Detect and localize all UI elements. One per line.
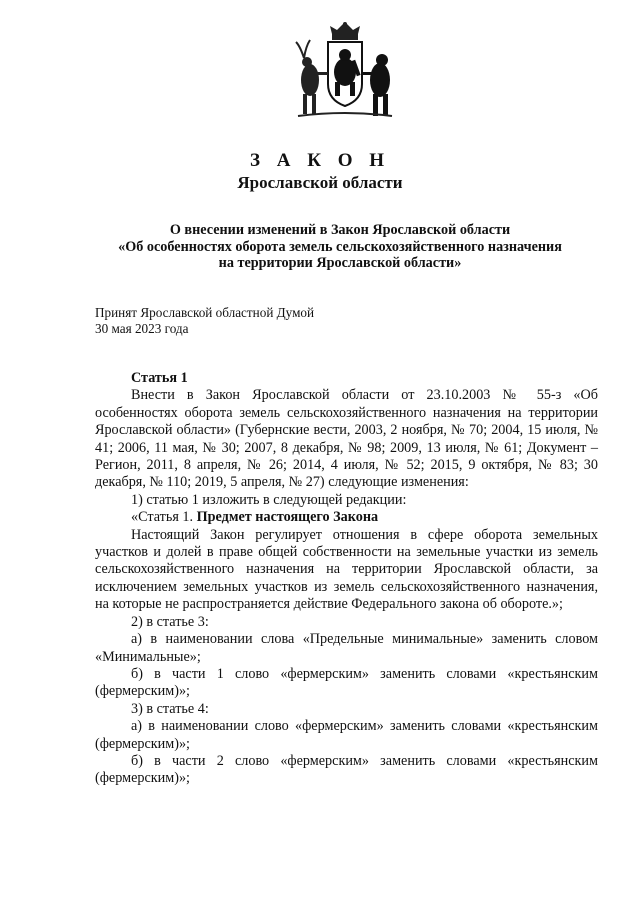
amendment-item: 3) в статье 4:: [131, 700, 209, 717]
quoted-article-body: Настоящий Закон регулирует отношения в сфере оборота земельных участков и долей в праве общей собственности на земельные участки из земель сельскохозяйственного назначения на территории Ярославской области, за исключением земельных участков из земель сельскохозяйственного назначения, на которые не распространяется действие Федерального закона об обороте.»;: [95, 526, 598, 613]
region-heading: Ярославской области: [237, 173, 403, 192]
adoption-note: [95, 305, 314, 336]
title-line: на территории Ярославской области»: [218, 255, 462, 271]
amendment-subitem: б) в части 2 слово «фермерским» заменить словами «крестьянским (фермерским)»;: [95, 752, 598, 787]
adoption-line: Принят Ярославской областной Думой: [95, 305, 315, 320]
deer-supporter-icon: [296, 40, 328, 114]
amendment-subitem: а) в наименовании слово «фермерским» заменить словами «крестьянским (фермерским)»;: [95, 718, 598, 752]
amendment-subitem: б) в части 1 слово «фермерским» заменить словами «крестьянским (фермерским)»;: [95, 665, 598, 700]
document-title: [60, 222, 620, 272]
quoted-article-title: Предмет настоящего Закона: [196, 509, 379, 526]
article-body: [95, 370, 598, 788]
title-line: «Об особенностях оборота земель сельскохозяйственного назначения: [118, 238, 562, 255]
crown-icon: [330, 22, 360, 40]
quoted-article-heading: [95, 509, 598, 526]
law-heading: З А К О Н: [249, 150, 391, 171]
adoption-date: 30 мая 2023 года: [95, 320, 189, 336]
article-intro-paragraph: Внести в Закон Ярославской области от 23.10.2003 № 55-з «Об особенностях оборота земель сельскохозяйственного назначения на территории Ярославской области» (Губернские вести, 2003, 2 ноября, № 70; 2004, 15 июля, № 41; 2006, 11 мая, № 30; 2007, 8 декабря, № 98; 2009, 13 июля, № 61; Документ – Регион, 2011, 8 апреля, № 26; 2014, 4 июля, № 52; 2015, 9 октября, № 83; 30 декабря, № 110; 2019, 5 апреля, № 27) следующие изменения:: [95, 387, 598, 491]
coat-of-arms-emblem: [290, 22, 400, 122]
bear-supporter-icon: [362, 54, 390, 116]
amendment-item: 2) в статье 3:: [131, 613, 209, 630]
article-heading: Статья 1: [131, 370, 188, 386]
amendment-item: 1) статью 1 изложить в следующей редакции:: [131, 491, 407, 508]
quoted-article-prefix: «Статья 1.: [131, 509, 197, 526]
amendment-subitem: а) в наименовании слова «Предельные минимальные» заменить словом «Минимальные»;: [95, 631, 598, 665]
title-line: О внесении изменений в Закон Ярославской области: [169, 222, 511, 238]
